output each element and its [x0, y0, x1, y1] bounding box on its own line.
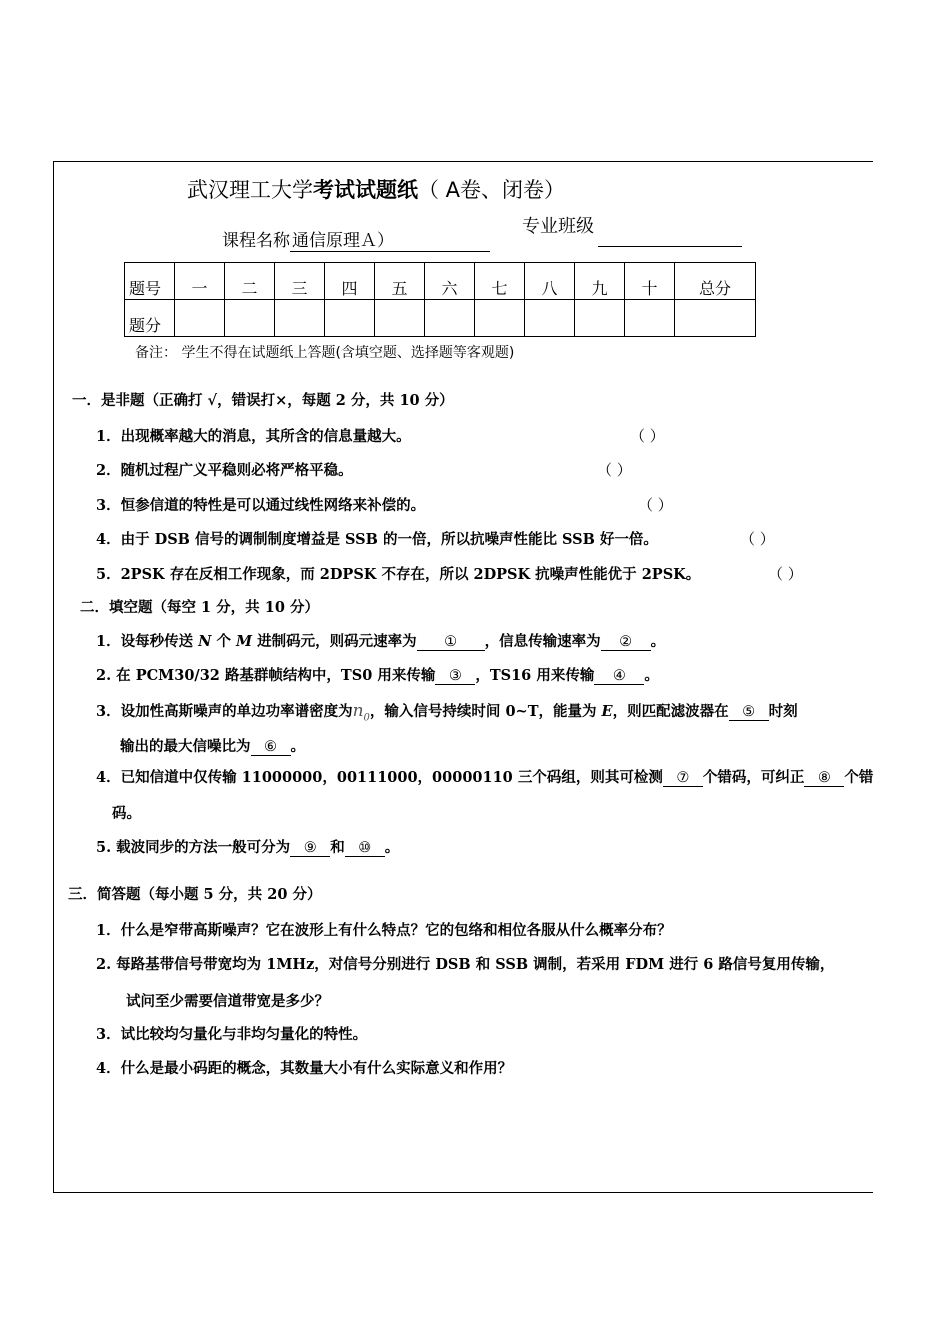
row-label-score: 题分	[125, 300, 175, 337]
blank-6: ⑥	[251, 739, 291, 756]
blank-4: ④	[594, 668, 644, 685]
tf-question-5: 5．2PSK 存在反相工作现象，而 2DPSK 不存在，所以 2DPSK 抗噪声性能优于 2PSK。	[96, 566, 701, 583]
score-table	[124, 262, 756, 337]
fill-question-4-cont: 码。	[112, 805, 141, 822]
tf-answer-3: （ ）	[638, 496, 673, 514]
course-label: 课程名称	[222, 231, 290, 251]
tf-question-3: 3．恒参信道的特性是可以通过线性网络来补偿的。	[96, 497, 426, 514]
col-8: 八	[525, 263, 575, 300]
col-1: 一	[175, 263, 225, 300]
tf-answer-4: （ ）	[740, 530, 775, 548]
col-5: 五	[375, 263, 425, 300]
score-cell-total	[675, 300, 756, 337]
major-blank	[598, 246, 742, 247]
paper-variant: （ A卷、闭卷）	[418, 178, 566, 202]
major-label: 专业班级	[522, 216, 594, 237]
score-cell	[175, 300, 225, 337]
section3-heading: 三．简答题（每小题 5 分，共 20 分）	[68, 886, 322, 903]
short-question-3: 3．试比较均匀量化与非均匀量化的特性。	[96, 1026, 368, 1043]
score-cell	[575, 300, 625, 337]
short-question-1: 1．什么是窄带高斯噪声？它在波形上有什么特点？它的包络和相位各服从什么概率分布？	[96, 922, 672, 939]
section1-heading: 一．是非题（正确打 √，错误打×，每题 2 分，共 10 分）	[72, 392, 454, 409]
blank-10: ⑩	[345, 840, 385, 857]
section2-heading: 二．填空题（每空 1 分，共 10 分）	[80, 599, 319, 616]
blank-8: ⑧	[804, 770, 844, 787]
row-label-number: 题号	[125, 263, 175, 300]
tf-answer-1: （ ）	[630, 427, 665, 445]
col-9: 九	[575, 263, 625, 300]
tf-question-1: 1．出现概率越大的消息，其所含的信息量越大。	[96, 428, 411, 445]
blank-9: ⑨	[290, 840, 330, 857]
tf-answer-2: （ ）	[597, 461, 632, 479]
score-table-score-row	[125, 300, 756, 337]
score-cell	[275, 300, 325, 337]
score-cell	[625, 300, 675, 337]
col-10: 十	[625, 263, 675, 300]
score-cell	[475, 300, 525, 337]
tf-question-2: 2．随机过程广义平稳则必将严格平稳。	[96, 462, 353, 479]
exam-title	[187, 174, 565, 204]
col-4: 四	[325, 263, 375, 300]
score-cell	[525, 300, 575, 337]
score-cell	[325, 300, 375, 337]
fill-question-1: 1．设每秒传送 N 个 M 进制码元，则码元速率为 ① ，信息传输速率为 ② 。	[96, 633, 666, 650]
fill-question-3-cont: 输出的最大信噪比为 ⑥ 。	[120, 738, 305, 755]
blank-1: ①	[417, 634, 485, 651]
fill-question-5: 5. 载波同步的方法一般可分为 ⑨ 和 ⑩ 。	[96, 839, 400, 856]
blank-5: ⑤	[729, 704, 769, 721]
paper-type: 考试试题纸	[313, 178, 418, 202]
short-question-2: 2. 每路基带信号带宽均为 1MHz，对信号分别进行 DSB 和 SSB 调制，若采用 FDM 进行 6 路信号复用传输，	[96, 956, 835, 973]
col-6: 六	[425, 263, 475, 300]
blank-2: ②	[601, 634, 651, 651]
score-table-header-row	[125, 263, 756, 300]
n0-symbol: $n_0$	[352, 701, 370, 724]
fill-question-3: 3．设加性高斯噪声的单边功率谱密度为$n_0$，输入信号持续时间 0~T，能量为 E，则匹配滤波器在 ⑤ 时刻	[96, 701, 798, 724]
course-field	[222, 226, 490, 252]
short-question-4: 4．什么是最小码距的概念，其数量大小有什么实际意义和作用？	[96, 1060, 513, 1077]
col-3: 三	[275, 263, 325, 300]
short-question-2-cont: 试问至少需要信道带宽是多少？	[126, 993, 329, 1010]
blank-7: ⑦	[663, 770, 703, 787]
col-2: 二	[225, 263, 275, 300]
tf-question-4: 4．由于 DSB 信号的调制制度增益是 SSB 的一倍，所以抗噪声性能比 SSB 好一倍。	[96, 531, 658, 548]
exam-note: 备注： 学生不得在试题纸上答题(含填空题、选择题等客观题)	[135, 345, 515, 361]
course-value: 通信原理Ａ）	[290, 226, 490, 252]
tf-answer-5: （ ）	[768, 565, 803, 583]
score-cell	[225, 300, 275, 337]
col-total: 总分	[675, 263, 756, 300]
fill-question-2: 2. 在 PCM30/32 路基群帧结构中，TS0 用来传输 ③ ，TS16 用来传输 ④ 。	[96, 667, 659, 684]
score-cell	[425, 300, 475, 337]
blank-3: ③	[435, 668, 475, 685]
fill-question-4: 4．已知信道中仅传输 11000000，00111000，00000110 三个码组，则其可检测 ⑦ 个错码，可纠正 ⑧ 个错	[96, 769, 874, 786]
university-name: 武汉理工大学	[187, 178, 313, 202]
col-7: 七	[475, 263, 525, 300]
score-cell	[375, 300, 425, 337]
